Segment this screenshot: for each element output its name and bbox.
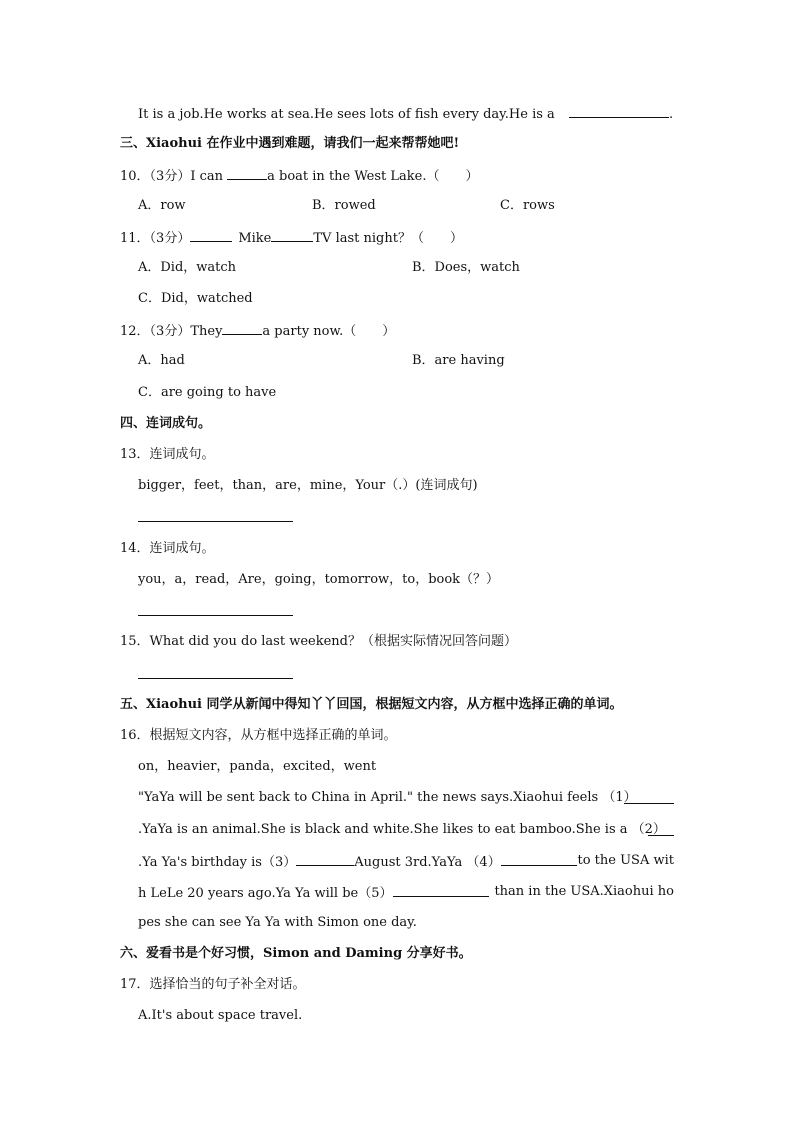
q16-line-3-text-c: to the USA wit [577, 853, 674, 868]
q12-option-a[interactable]: A．had [138, 353, 185, 368]
q16-blank-1[interactable] [624, 790, 674, 804]
q17-option-a: A.It's about space travel. [138, 1008, 303, 1023]
q14-prompt: 连词成句。 [149, 541, 215, 556]
section3-title: 三、Xiaohui 在作业中遇到难题，请我们一起来帮帮她吧! [120, 136, 460, 151]
q14-stem [120, 540, 215, 558]
q10-option-a[interactable]: A．row [138, 198, 186, 213]
q16-blank-5[interactable] [393, 883, 489, 897]
q12-number: 12． [120, 324, 150, 339]
q13-prompt: 连词成句。 [149, 447, 215, 462]
q17-stem [120, 976, 306, 994]
q11-number: 11． [120, 231, 150, 246]
q16-blank-2[interactable] [648, 822, 674, 836]
q16-passage-line-5: pes she can see Ya Ya with Simon one day. [138, 915, 417, 930]
q16-passage-line-1 [138, 789, 674, 807]
q12-option-c[interactable]: C．are going to have [138, 385, 277, 400]
q14-words: you，a，read，Are，going，tomorrow，to，book（？） [138, 572, 500, 587]
q13-answer-line[interactable] [138, 521, 293, 522]
q10-blank[interactable] [227, 166, 267, 180]
q16-line-4-text-b: than in the USA.Xiaohui ho [494, 884, 674, 899]
q13-words: bigger，feet，than，are，mine，Your（.）(连词成句) [138, 478, 478, 493]
q16-word-box: on，heavier，panda，excited，went [138, 759, 377, 774]
q11-option-b[interactable]: B．Does，watch [412, 260, 520, 275]
q16-line-1-text: "YaYa will be sent back to China in April." the news says.Xiaohui feels （1） [138, 790, 637, 805]
q17-number: 17． [120, 977, 150, 992]
q16-passage-line-2 [138, 821, 674, 839]
q16-passage-line-3 [138, 852, 674, 872]
q11-part1: Mike [238, 231, 272, 246]
q9-end: . [668, 107, 674, 122]
q15-answer-line[interactable] [138, 678, 293, 679]
q14-number: 14． [120, 541, 150, 556]
q11-option-c[interactable]: C．Did，watched [138, 291, 253, 306]
q11-blank-2[interactable] [271, 228, 313, 242]
q12-stem [120, 321, 395, 341]
q16-line-3-text-a: .Ya Ya's birthday is（3） [138, 855, 297, 870]
q12-blank[interactable] [222, 321, 262, 335]
q12-part1: They [190, 324, 223, 339]
section5-title: 五、Xiaohui 同学从新闻中得知丫丫回国，根据短文内容，从方框中选择正确的单词。 [120, 697, 623, 712]
q13-stem [120, 446, 215, 464]
q11-part2: TV last night？（ ） [313, 231, 463, 246]
q12-score: （3分） [149, 324, 191, 339]
q11-blank-1[interactable] [190, 228, 232, 242]
q16-line-2-text: .YaYa is an animal.She is black and white.She likes to eat bamboo.She is a （2） [138, 822, 666, 837]
q15-number: 15． [120, 634, 150, 649]
q9-blank[interactable] [569, 104, 669, 118]
section6-title: 六、爱看书是个好习惯，Simon and Daming 分享好书。 [120, 946, 472, 961]
q16-number: 16． [120, 728, 150, 743]
q9-text-line [138, 104, 673, 124]
section4-title: 四、连词成句。 [120, 416, 212, 431]
q10-part1: I can [190, 169, 223, 184]
q15-prompt: What did you do last weekend？（根据实际情况回答问题） [149, 634, 517, 649]
q16-line-4-text-a: h LeLe 20 years ago.Ya Ya will be（5） [138, 886, 393, 901]
q16-blank-4[interactable] [501, 852, 577, 866]
q11-option-a[interactable]: A．Did，watch [138, 260, 237, 275]
q16-line-3-text-b: August 3rd.YaYa （4） [354, 855, 501, 870]
q16-blank-3[interactable] [296, 852, 354, 866]
q11-stem [120, 228, 463, 248]
q15-stem [120, 633, 517, 651]
q12-option-b[interactable]: B．are having [412, 353, 505, 368]
q9-text: It is a job.He works at sea.He sees lots of fish every day.He is a [138, 107, 555, 122]
q13-number: 13． [120, 447, 150, 462]
q16-stem [120, 727, 397, 745]
q16-prompt: 根据短文内容，从方框中选择正确的单词。 [149, 728, 397, 743]
q14-answer-line[interactable] [138, 615, 293, 616]
q12-part2: a party now.（ ） [262, 324, 396, 339]
q10-option-c[interactable]: C．rows [500, 198, 555, 213]
q10-option-b[interactable]: B．rowed [312, 198, 376, 213]
q10-number: 10． [120, 169, 150, 184]
q17-prompt: 选择恰当的句子补全对话。 [149, 977, 306, 992]
q16-passage-line-4 [138, 883, 674, 903]
q10-stem [120, 166, 478, 186]
q10-part2: a boat in the West Lake.（ ） [267, 169, 479, 184]
q10-score: （3分） [149, 169, 191, 184]
q11-score: （3分） [149, 231, 191, 246]
